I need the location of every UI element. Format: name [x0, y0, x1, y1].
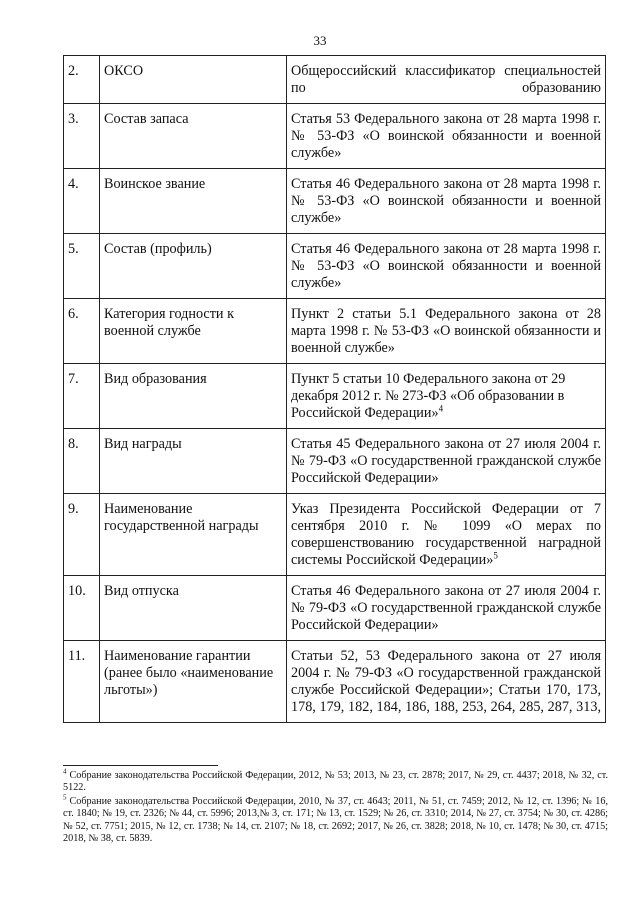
row-name: ОКСО: [100, 56, 287, 104]
row-name: Наименование государственной награды: [100, 494, 287, 576]
row-name: Категория годности к военной службе: [100, 299, 287, 364]
table-row: [64, 169, 606, 234]
footnote: $^5$ Собрание законодательства Российской Федерации, 2010, № 37, ст. 4643; 2011, № 51, ст. 7459; 2012, № 12, ст. 1396; № 16, ст. 1840; № 19, ст. 2326; № 44, ст. 5996; 2013,№ 3, ст. 171; № 13, ст. 1529; № 26, ст. 3310; 2014, № 27, ст. 3754; № 30, ст. 4286; № 52, ст. 7751; 2015, № 12, ст. 1738; № 14, ст. 2107; № 18, ст. 2692; 2017, № 26, ст. 3828; 2018, № 10, ст. 1478; № 30, ст. 4715; 2018, № 38, ст. 5839.: [63, 793, 608, 845]
table-row: [64, 429, 606, 494]
row-number: 2.: [64, 56, 100, 104]
row-number: 6.: [64, 299, 100, 364]
row-name: Воинское звание: [100, 169, 287, 234]
footnote-mark: 5: [63, 793, 67, 802]
row-name: Наименование гарантии (ранее было «наименование льготы»): [100, 641, 287, 723]
table-row: [64, 364, 606, 429]
footnote-divider: [63, 765, 218, 766]
row-name: Состав запаса: [100, 104, 287, 169]
row-number: 7.: [64, 364, 100, 429]
footnotes: [63, 767, 608, 846]
row-name: Вид награды: [100, 429, 287, 494]
classifier-table: [63, 55, 606, 723]
table-row: [64, 234, 606, 299]
row-name: Вид отпуска: [100, 576, 287, 641]
row-source: Указ Президента Российской Федерации от 7 сентября 2010 г. № 1099 «О мерах по совершенствованию государственной наградной системы Российской Федерации»$^5$: [287, 494, 606, 576]
footnote: $^4$ Собрание законодательства Российской Федерации, 2012, № 53; 2013, № 23, ст. 2878; 2017, № 29, ст. 4437; 2018, № 32, ст. 5122.: [63, 767, 608, 794]
row-number: 3.: [64, 104, 100, 169]
table-row: [64, 641, 606, 723]
table-row: [64, 299, 606, 364]
table-row: [64, 576, 606, 641]
row-number: 8.: [64, 429, 100, 494]
row-source: Статья 46 Федерального закона от 27 июля 2004 г. № 79-ФЗ «О государственной гражданской службе Российской Федерации»: [287, 576, 606, 641]
row-number: 4.: [64, 169, 100, 234]
page-number: 33: [313, 33, 327, 48]
row-number: 10.: [64, 576, 100, 641]
table-row: [64, 56, 606, 104]
row-number: 5.: [64, 234, 100, 299]
row-name: Состав (профиль): [100, 234, 287, 299]
row-source: Общероссийский классификатор специальностей по образованию: [287, 56, 606, 104]
row-name: Вид образования: [100, 364, 287, 429]
row-source: Статьи 52, 53 Федерального закона от 27 июля 2004 г. № 79-ФЗ «О государственной гражданской службе Российской Федерации»; Статьи 170, 173, 178, 179, 182, 184, 186, 188, 253, 264, 285, 287, 313,: [287, 641, 606, 723]
footnote-mark: 4: [63, 767, 67, 776]
row-number: 9.: [64, 494, 100, 576]
row-source: Статья 53 Федерального закона от 28 марта 1998 г. № 53-ФЗ «О воинской обязанности и военной службе»: [287, 104, 606, 169]
row-source: Пункт 5 статьи 10 Федерального закона от 29 декабря 2012 г. № 273-ФЗ «Об образовании в Российской Федерации»$^4$: [287, 364, 606, 429]
row-source: Пункт 2 статьи 5.1 Федерального закона от 28 марта 1998 г. № 53-ФЗ «О воинской обязанности и военной службе»: [287, 299, 606, 364]
row-source: Статья 46 Федерального закона от 28 марта 1998 г. № 53-ФЗ «О воинской обязанности и военной службе»: [287, 234, 606, 299]
row-source: Статья 46 Федерального закона от 28 марта 1998 г. № 53-ФЗ «О воинской обязанности и военной службе»: [287, 169, 606, 234]
row-number: 11.: [64, 641, 100, 723]
footnote-ref: 5: [493, 550, 498, 561]
footnote-ref: 4: [438, 403, 444, 414]
table-row: [64, 104, 606, 169]
table-row: [64, 494, 606, 576]
row-source: Статья 45 Федерального закона от 27 июля 2004 г. № 79-ФЗ «О государственной гражданской службе Российской Федерации»: [287, 429, 606, 494]
